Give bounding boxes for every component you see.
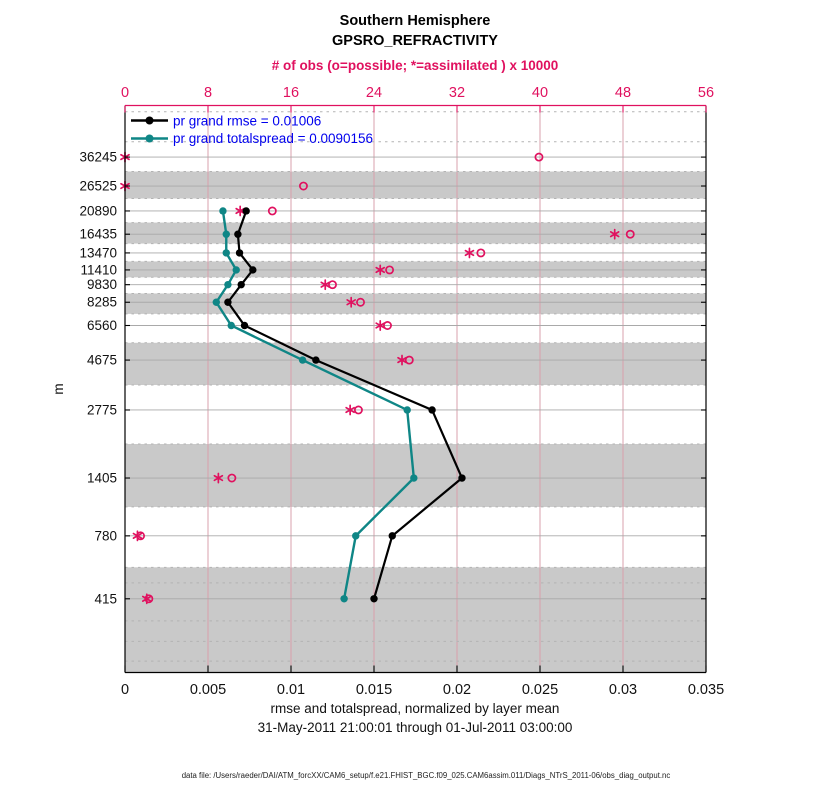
y-tick-label: 26525 <box>79 178 117 194</box>
top-tick-label: 16 <box>282 85 300 101</box>
totalspread-point <box>224 281 231 288</box>
y-tick-label: 36245 <box>79 149 117 165</box>
chart-title: Southern Hemisphere <box>339 13 491 29</box>
rmse-point <box>236 249 243 256</box>
x-tick-label: 0.03 <box>608 682 638 698</box>
rmse-point <box>249 266 256 273</box>
layer-band <box>125 567 706 672</box>
rmse-point <box>312 356 319 363</box>
layer-bands <box>125 172 706 673</box>
layer-band <box>125 261 706 277</box>
totalspread-point <box>352 532 359 539</box>
x-tick-label: 0 <box>120 682 130 698</box>
y-tick-label: 16435 <box>79 226 117 242</box>
rmse-point <box>458 474 465 481</box>
totalspread-point <box>340 595 347 602</box>
totalspread-point <box>213 299 220 306</box>
totalspread-point <box>410 474 417 481</box>
legend-totalspread-sample-marker <box>146 135 154 143</box>
x-tick-label: 0.015 <box>355 682 393 698</box>
totalspread-point <box>233 266 240 273</box>
rmse-point <box>241 322 248 329</box>
totalspread-point <box>299 356 306 363</box>
y-tick-label: 9830 <box>86 277 117 293</box>
x-tick-label: 0.005 <box>189 682 227 698</box>
legend-rmse-sample-marker <box>146 117 154 125</box>
top-tick-label: 56 <box>697 85 715 101</box>
x-axis-sublabel: 31-May-2011 21:00:01 through 01-Jul-2011 03:00:00 <box>257 720 573 735</box>
rmse-point <box>370 595 377 602</box>
top-axis-label: # of obs (o=possible; *=assimilated ) x 10000 <box>271 58 559 73</box>
rmse-point <box>428 406 435 413</box>
x-tick-label: 0.035 <box>687 682 725 698</box>
rmse-point <box>234 231 241 238</box>
layer-band <box>125 343 706 385</box>
top-tick-label: 8 <box>203 85 213 101</box>
totalspread-point <box>223 231 230 238</box>
rmse-point <box>238 281 245 288</box>
totalspread-point <box>228 322 235 329</box>
y-tick-label: 11410 <box>80 262 117 278</box>
rmse-point <box>242 207 249 214</box>
top-tick-label: 0 <box>120 85 130 101</box>
x-tick-label: 0.025 <box>521 682 559 698</box>
x-axis-label: rmse and totalspread, normalized by layer mean <box>270 701 560 716</box>
legend-rmse-label: pr grand rmse = 0.01006 <box>173 113 322 129</box>
y-tick-label: 415 <box>94 591 117 607</box>
y-tick-label: 6560 <box>86 317 117 333</box>
y-tick-label: 20890 <box>79 203 117 219</box>
x-tick-label: 0.01 <box>276 682 306 698</box>
chart-subtitle: GPSRO_REFRACTIVITY <box>332 33 498 49</box>
totalspread-point <box>219 207 226 214</box>
top-tick-label: 48 <box>614 85 632 101</box>
top-tick-label: 32 <box>448 85 466 101</box>
rmse-point <box>389 532 396 539</box>
footer-datafile: data file: /Users/raeder/DAI/ATM_forcXX/CAM6_setup/f.e21.FHIST_BGC.f09_025.CAM6assim.011/Diags_NTrS_2011-06/obs_diag_output.nc <box>181 771 671 780</box>
layer-band <box>125 223 706 244</box>
y-tick-label: 780 <box>94 528 117 544</box>
y-axis-label: m <box>51 383 66 395</box>
layer-band <box>125 293 706 313</box>
x-tick-label: 0.02 <box>442 682 472 698</box>
totalspread-point <box>404 406 411 413</box>
top-tick-label: 40 <box>531 85 549 101</box>
top-tick-label: 24 <box>365 85 383 101</box>
layer-band <box>125 172 706 199</box>
y-tick-label: 2775 <box>86 402 117 418</box>
legend-totalspread-label: pr grand totalspread = 0.0090156 <box>173 131 374 146</box>
totalspread-point <box>223 249 230 256</box>
y-tick-label: 1405 <box>86 470 117 486</box>
y-tick-label: 13470 <box>79 245 117 261</box>
legend <box>131 117 168 143</box>
rmse-point <box>224 299 231 306</box>
y-tick-label: 4675 <box>86 352 117 368</box>
y-tick-label: 8285 <box>86 294 117 310</box>
